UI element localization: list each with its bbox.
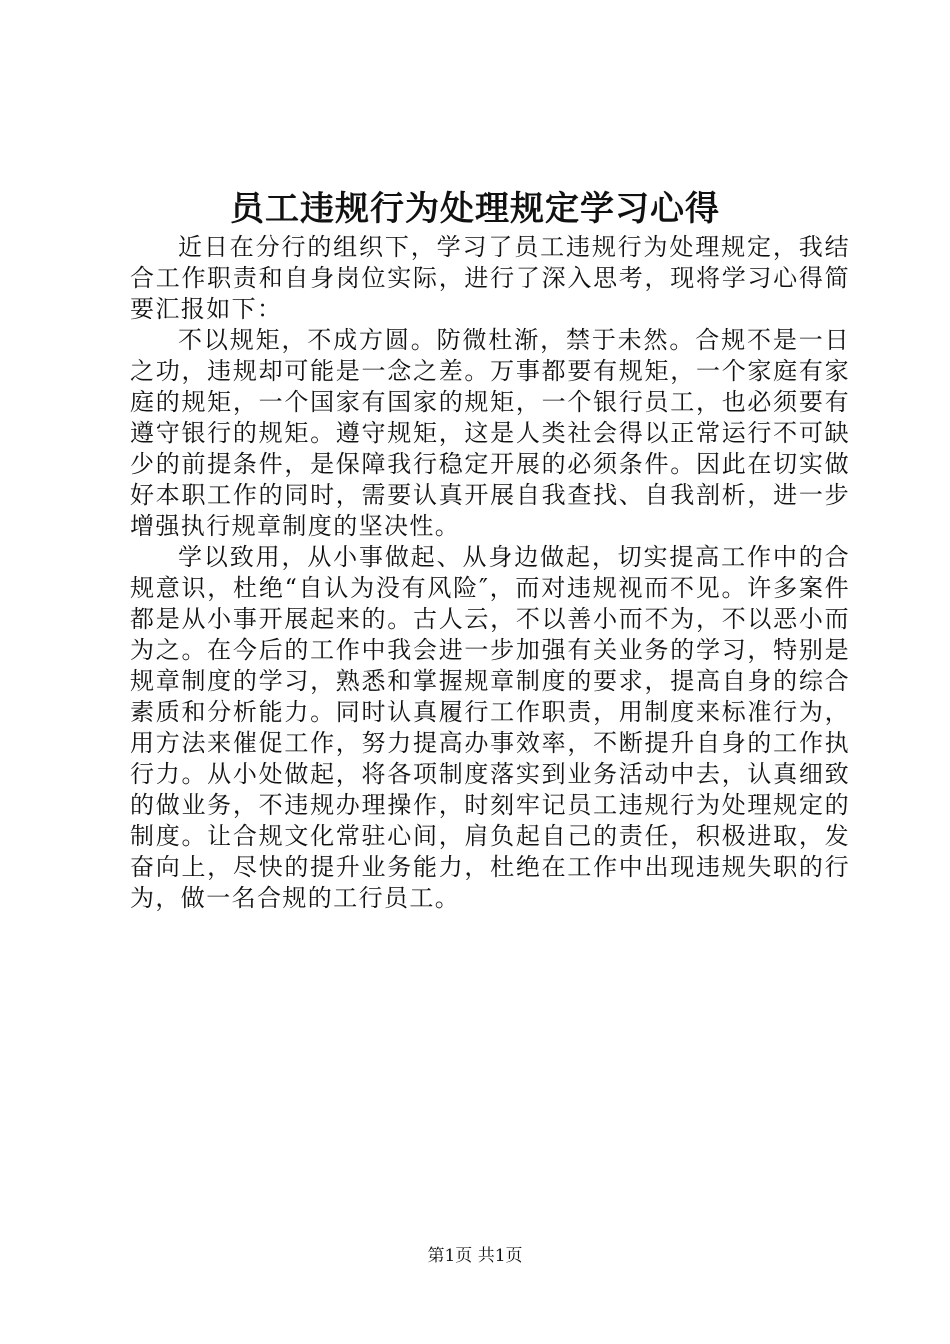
paragraph-practice: 学以致用，从小事做起、从身边做起，切实提高工作中的合规意识，杜绝“自认为没有风险″，而对违规视而不见。许多案件都是从小事开展起来的。古人云，不以善小而不为，不以恶小而为之。在今后的工作中我会进一步加强有关业务的学习，特别是规章制度的学习，熟悉和掌握规章制度的要求，提高自身的综合素质和分析能力。同时认真履行工作职责，用制度来标准行为，用方法来催促工作，努力提高办事效率，不断提升自身的工作执行力。从小处做起，将各项制度落实到业务活动中去，认真细致的做业务，不违规办理操作，时刻牢记员工违规行为处理规定的制度。让合规文化常驻心间，肩负起自己的责任，积极进取，发奋向上，尽快的提升业务能力，杜绝在工作中出现违规失职的行为，做一名合规的工行员工。 [130, 543, 850, 912]
page-number-footer: 第1页 共1页 [427, 1246, 523, 1266]
document-body [130, 232, 850, 914]
document-title: 员工违规行为处理规定学习心得 [230, 189, 720, 229]
paragraph-intro: 近日在分行的组织下，学习了员工违规行为处理规定，我结合工作职责和自身岗位实际，进行了深入思考，现将学习心得简要汇报如下： [130, 233, 850, 323]
paragraph-rules: 不以规矩，不成方圆。防微杜渐，禁于未然。合规不是一日之功，违规却可能是一念之差。万事都要有规矩，一个家庭有家庭的规矩，一个国家有国家的规矩，一个银行员工，也必须要有遵守银行的规矩。遵守规矩，这是人类社会得以正常运行不可缺少的前提条件，是保障我行稳定开展的必须条件。因此在切实做好本职工作的同时，需要认真开展自我查找、自我剖析，进一步增强执行规章制度的坚决性。 [130, 326, 850, 540]
